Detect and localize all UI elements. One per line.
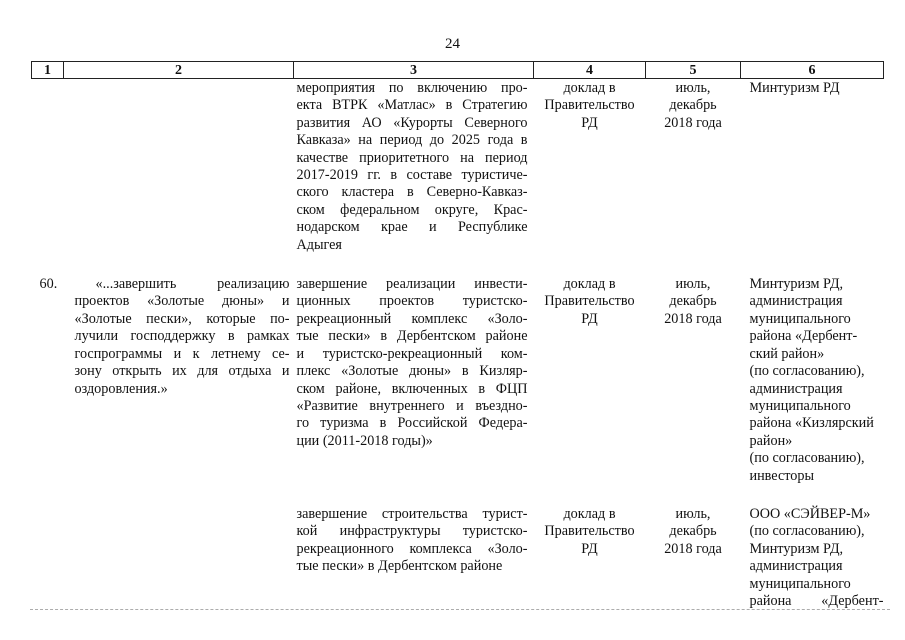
- col-header-2: 2: [64, 62, 294, 79]
- cell-line: Кавказа» на период до 2025 года в: [296, 132, 528, 149]
- cell-line: го туризма в Российской Федера-: [296, 415, 528, 432]
- cell-line: проектов «Золотые дюны» и: [74, 293, 290, 310]
- table-row: [32, 496, 884, 610]
- cell-line: ский район»: [749, 345, 825, 362]
- cell-line: ского кластера в Северно-Кавказ-: [296, 184, 528, 201]
- cell-line: ООО «СЭЙВЕР-М»: [749, 505, 871, 522]
- address-quote: [64, 265, 294, 496]
- table-row: [32, 79, 884, 266]
- cell-line: доклад в: [563, 505, 616, 522]
- report-form: [534, 79, 646, 266]
- table-row: [32, 265, 884, 496]
- cell-line: нодарском крае и Республике: [296, 219, 528, 236]
- cell-line: Минтуризм РД,: [749, 540, 844, 557]
- col-header-1: 1: [32, 62, 64, 79]
- cell-line: Правительство: [544, 523, 635, 540]
- cell-line: мероприятия по включению про-: [296, 80, 528, 96]
- cell-line: качестве приоритетного на период: [296, 149, 528, 166]
- deadline: [646, 265, 741, 496]
- deadline: [646, 79, 741, 266]
- cell-line: района «Дербент-: [749, 328, 858, 345]
- page-number: 24: [445, 36, 460, 52]
- deadline: [646, 496, 741, 610]
- cell-line: лучили господдержку в рамках: [74, 328, 290, 345]
- cell-line: ции (2011-2018 годы)»: [296, 432, 433, 449]
- col-header-3: 3: [294, 62, 534, 79]
- cell-line: Минтуризм РД: [749, 80, 840, 96]
- cell-line: 2017-2019 гг. в составе туристиче-: [296, 167, 528, 184]
- cell-line: «Развитие внутреннего и въездно-: [296, 397, 528, 414]
- cell-line: (по согласованию),: [749, 523, 865, 540]
- cell-line: декабрь: [669, 523, 717, 540]
- cell-line: июль,: [675, 505, 711, 522]
- col-header-4: 4: [534, 62, 646, 79]
- cell-line: доклад в: [563, 80, 616, 96]
- cell-line: рекреационного комплекса «Золо-: [296, 540, 528, 557]
- action-plan-table: [31, 61, 884, 610]
- row-number: 60.: [39, 276, 58, 293]
- cell-line: госпрограммы и к летнему се-: [74, 345, 290, 362]
- cell-line: декабрь: [669, 97, 717, 114]
- cell-line: июль,: [675, 276, 711, 293]
- cell-line: район»: [749, 432, 793, 449]
- cell-line: 2018 года: [664, 114, 722, 131]
- cell-line: 2018 года: [664, 540, 722, 557]
- cell-line: РД: [581, 310, 598, 327]
- row-number: [32, 496, 64, 610]
- cell-line: «Золотые пески», которые по-: [74, 310, 290, 327]
- cell-line: РД: [581, 114, 598, 131]
- responsible: [741, 79, 884, 266]
- cell-line: Минтуризм РД,: [749, 276, 844, 293]
- measure-text: [294, 79, 534, 266]
- cell-line: ционных проектов туристско-: [296, 293, 528, 310]
- cell-line: Правительство: [544, 97, 635, 114]
- cell-line: муниципального: [749, 310, 851, 327]
- cell-line: (по согласованию),: [749, 363, 865, 380]
- col-header-6: 6: [741, 62, 884, 79]
- measure-text: [294, 265, 534, 496]
- cell-line: администрация: [749, 380, 843, 397]
- cell-line: РД: [581, 540, 598, 557]
- cell-line: муниципального: [749, 575, 851, 592]
- header-row: [32, 62, 884, 79]
- cell-line: зону открыть их для отдыха и: [74, 363, 290, 380]
- cell-line: плекс «Золотые дюны» в Кизляр-: [296, 363, 528, 380]
- cell-line: инвесторы: [749, 467, 814, 484]
- cell-line: июль,: [675, 80, 711, 96]
- cell-line: (по согласованию),: [749, 450, 865, 467]
- cell-line: «...завершить реализацию: [95, 276, 290, 293]
- address-quote: [64, 496, 294, 610]
- cell-line: Адыгея: [296, 236, 342, 253]
- cell-line: екта ВТРК «Матлас» в Стратегию: [296, 97, 528, 114]
- cell-line: 2018 года: [664, 310, 722, 327]
- cell-line: кой инфраструктуры туристско-: [296, 523, 528, 540]
- responsible: [741, 496, 884, 610]
- measure-text: [294, 496, 534, 610]
- report-form: [534, 265, 646, 496]
- cell-line: ском федеральном округе, Крас-: [296, 201, 528, 218]
- cell-line: рекреационный комплекс «Золо-: [296, 310, 528, 327]
- cell-line: завершение строительства турист-: [296, 505, 528, 522]
- cell-line: района «Дербент-: [749, 592, 884, 609]
- cell-line: тые пески» в Дербентском районе: [296, 328, 528, 345]
- col-header-5: 5: [646, 62, 741, 79]
- report-form: [534, 496, 646, 610]
- cell-line: доклад в: [563, 276, 616, 293]
- cell-line: завершение реализации инвести-: [296, 276, 528, 293]
- cell-line: тые пески» в Дербентском районе: [296, 558, 503, 575]
- cell-line: района «Кизлярский: [749, 415, 874, 432]
- cell-line: декабрь: [669, 293, 717, 310]
- row-number: [32, 79, 64, 266]
- cell-line: оздоровления.»: [74, 380, 168, 397]
- cell-line: администрация: [749, 558, 843, 575]
- address-quote: [64, 79, 294, 266]
- cell-line: Правительство: [544, 293, 635, 310]
- cell-line: и туристско-рекреационный ком-: [296, 345, 528, 362]
- cell-line: муниципального: [749, 397, 851, 414]
- scan-artifact-line: [30, 609, 890, 610]
- responsible: [741, 265, 884, 496]
- cell-line: администрация: [749, 293, 843, 310]
- cell-line: ском районе, включенных в ФЦП: [296, 380, 528, 397]
- cell-line: развития АО «Курорты Северного: [296, 114, 528, 131]
